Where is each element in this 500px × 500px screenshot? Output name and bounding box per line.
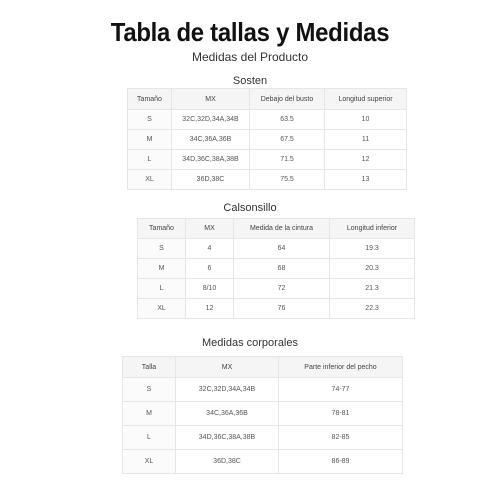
size-cell: M — [123, 402, 176, 426]
table-cell: 13 — [325, 170, 407, 190]
size-cell: S — [123, 378, 176, 402]
table-cell: 32C,32D,34A,34B — [176, 378, 279, 402]
table-cell: 36D,38C — [176, 450, 279, 474]
size-cell: L — [128, 150, 172, 170]
table-cell: 20.3 — [330, 259, 415, 279]
table-cell: 4 — [186, 239, 234, 259]
table-cell: 34C,36A,36B — [176, 402, 279, 426]
table-cell: 19.3 — [330, 239, 415, 259]
table-cell: 12 — [186, 299, 234, 319]
header-cell: Tamaño — [128, 89, 172, 110]
table-row — [123, 378, 403, 402]
table-cell: 72 — [234, 279, 330, 299]
table-cell: 64 — [234, 239, 330, 259]
size-cell: XL — [123, 450, 176, 474]
section-title-corporales: Medidas corporales — [202, 337, 298, 349]
table-cell: 71.5 — [250, 150, 325, 170]
table-cell: 6 — [186, 259, 234, 279]
size-cell: L — [138, 279, 186, 299]
table-row — [138, 239, 415, 259]
table-cell: 10 — [325, 110, 407, 130]
header-cell: Parte inferior del pecho — [279, 357, 403, 378]
table-row — [128, 110, 407, 130]
table-row — [138, 299, 415, 319]
size-cell: XL — [128, 170, 172, 190]
table-cell: 34C,36A,36B — [172, 130, 250, 150]
table-cell: 67.5 — [250, 130, 325, 150]
size-cell: L — [123, 426, 176, 450]
section-title-calsonsillo: Calsonsillo — [223, 202, 277, 214]
table-row — [128, 170, 407, 190]
header-cell: Debajo del busto — [250, 89, 325, 110]
header-cell: MX — [186, 219, 234, 239]
table-row — [128, 130, 407, 150]
table-cell: 63.5 — [250, 110, 325, 130]
table-cell: 74-77 — [279, 378, 403, 402]
table-cell: 76 — [234, 299, 330, 319]
table-cell: 75.5 — [250, 170, 325, 190]
table-cell: 68 — [234, 259, 330, 279]
table-cell: 34D,36C,38A,38B — [176, 426, 279, 450]
page-subtitle: Medidas del Producto — [191, 50, 309, 64]
size-cell: M — [128, 130, 172, 150]
table-row — [138, 259, 415, 279]
section-title-sosten: Sosten — [232, 75, 268, 87]
table-row — [123, 426, 403, 450]
table-cell: 32C,32D,34A,34B — [172, 110, 250, 130]
table-sosten — [127, 88, 407, 190]
table-row — [123, 450, 403, 474]
table-cell: 36D,38C — [172, 170, 250, 190]
table-corporales — [122, 356, 403, 474]
table-cell: 82-85 — [279, 426, 403, 450]
table-calsonsillo — [137, 218, 415, 319]
header-cell: Longitud superior — [325, 89, 407, 110]
table-row — [138, 279, 415, 299]
table-row — [123, 402, 403, 426]
header-cell: Medida de la cintura — [234, 219, 330, 239]
header-cell: Talla — [123, 357, 176, 378]
page-title: Tabla de tallas y Medidas — [110, 17, 390, 47]
size-cell: XL — [138, 299, 186, 319]
table-cell: 21.3 — [330, 279, 415, 299]
header-cell: Longitud inferior — [330, 219, 415, 239]
size-cell: M — [138, 259, 186, 279]
header-cell: Tamaño — [138, 219, 186, 239]
table-cell: 12 — [325, 150, 407, 170]
table-cell: 11 — [325, 130, 407, 150]
header-cell: MX — [176, 357, 279, 378]
table-cell: 8/10 — [186, 279, 234, 299]
table-cell: 86-89 — [279, 450, 403, 474]
size-cell: S — [138, 239, 186, 259]
size-cell: S — [128, 110, 172, 130]
table-cell: 34D,36C,38A,38B — [172, 150, 250, 170]
header-cell: MX — [172, 89, 250, 110]
table-cell: 22.3 — [330, 299, 415, 319]
table-cell: 78-81 — [279, 402, 403, 426]
table-row — [128, 150, 407, 170]
